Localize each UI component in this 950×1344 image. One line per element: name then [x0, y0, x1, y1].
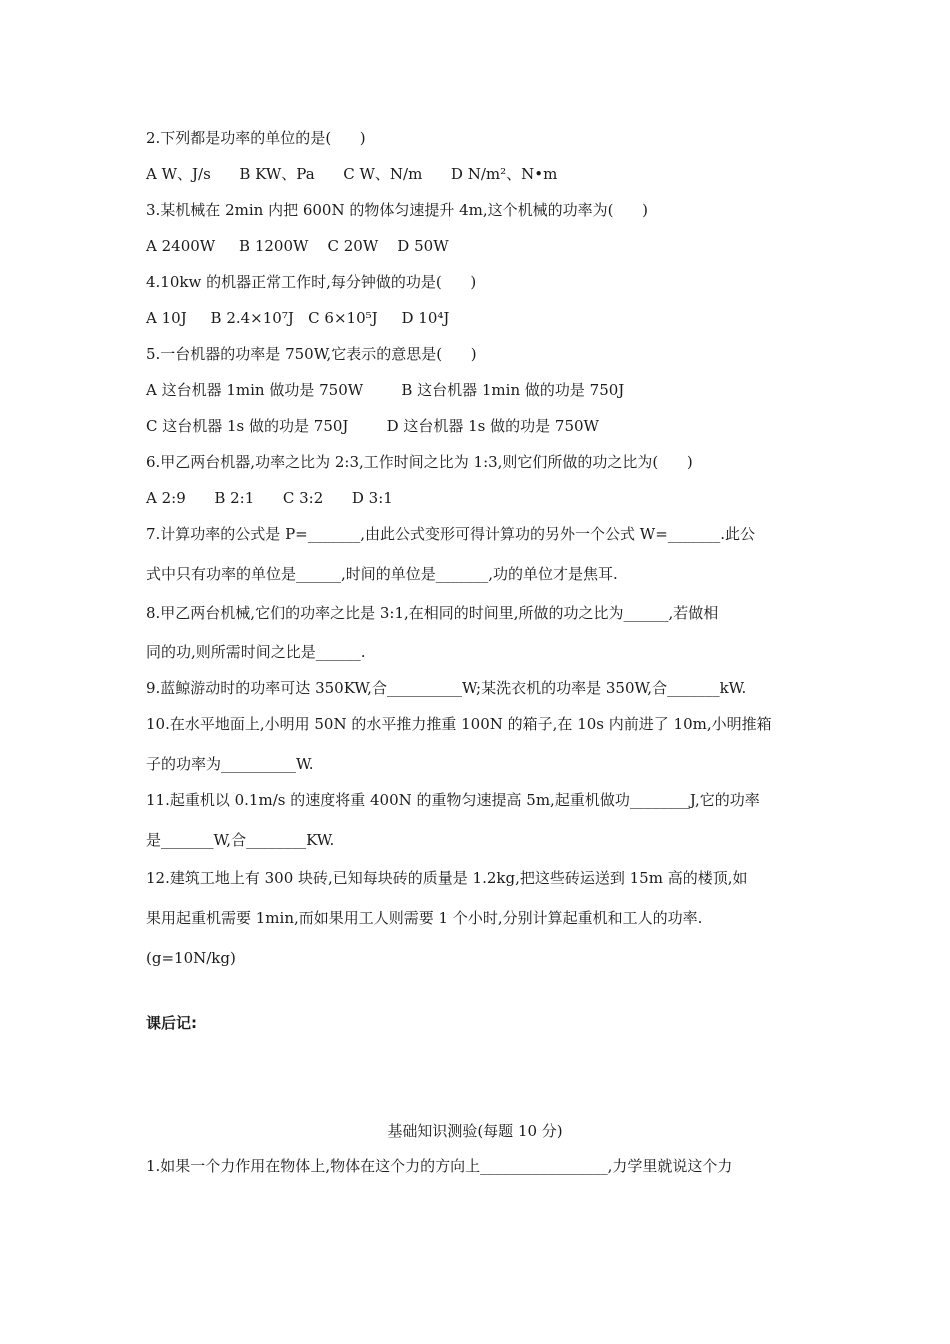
- question-2: 2.下列都是功率的单位的是( ): [146, 129, 366, 147]
- quiz-title: 基础知识测验(每题 10 分): [387, 1122, 563, 1140]
- question-4: 4.10kw 的机器正常工作时,每分钟做的功是( ): [146, 273, 477, 291]
- question-10-line-1: 10.在水平地面上,小明用 50N 的水平推力推重 100N 的箱子,在 10s 内前进了 10m,小明推箱: [146, 715, 772, 733]
- question-6-options: A 2:9 B 2:1 C 3:2 D 3:1: [146, 489, 393, 507]
- question-12-line-1: 12.建筑工地上有 300 块砖,已知每块砖的质量是 1.2kg,把这些砖运送到 15m 高的楼顶,如: [146, 869, 748, 887]
- quiz-question-1: 1.如果一个力作用在物体上,物体在这个力的方向上_________________,力学里就说这个力: [146, 1157, 733, 1175]
- question-7-line-2: 式中只有功率的单位是______,时间的单位是_______,功的单位才是焦耳.: [146, 565, 618, 583]
- question-7-line-1: 7.计算功率的公式是 P=_______,由此公式变形可得计算功的另外一个公式 W=_______.此公: [146, 525, 756, 543]
- question-6: 6.甲乙两台机器,功率之比为 2:3,工作时间之比为 1:3,则它们所做的功之比为( ): [146, 453, 693, 471]
- question-5: 5.一台机器的功率是 750W,它表示的意思是( ): [146, 345, 477, 363]
- question-3-options: A 2400W B 1200W C 20W D 50W: [146, 237, 449, 255]
- question-12-line-2: 果用起重机需要 1min,而如果用工人则需要 1 个小时,分别计算起重机和工人的功率.: [146, 909, 703, 927]
- question-9: 9.蓝鲸游动时的功率可达 350KW,合__________W;某洗衣机的功率是 350W,合_______kW.: [146, 679, 747, 697]
- question-10-line-2: 子的功率为__________W.: [146, 755, 314, 773]
- question-2-options: A W、J/s B KW、Pa C W、N/m D N/m²、N•m: [146, 165, 558, 183]
- question-3: 3.某机械在 2min 内把 600N 的物体匀速提升 4m,这个机械的功率为( ): [146, 201, 648, 219]
- after-class-heading: 课后记:: [146, 1014, 197, 1032]
- question-4-options: A 10J B 2.4×10⁷J C 6×10⁵J D 10⁴J: [146, 309, 450, 327]
- question-5-options-cd: C 这台机器 1s 做的功是 750J D 这台机器 1s 做的功是 750W: [146, 417, 599, 435]
- question-11-line-1: 11.起重机以 0.1m/s 的速度将重 400N 的重物匀速提高 5m,起重机做功________J,它的功率: [146, 791, 760, 809]
- question-8-line-1: 8.甲乙两台机械,它们的功率之比是 3:1,在相同的时间里,所做的功之比为______,若做相: [146, 604, 719, 622]
- question-5-options-ab: A 这台机器 1min 做功是 750W B 这台机器 1min 做的功是 750J: [146, 381, 625, 399]
- question-12-line-3: (g=10N/kg): [146, 949, 236, 967]
- question-8-line-2: 同的功,则所需时间之比是______.: [146, 643, 366, 661]
- question-11-line-2: 是_______W,合________KW.: [146, 831, 335, 849]
